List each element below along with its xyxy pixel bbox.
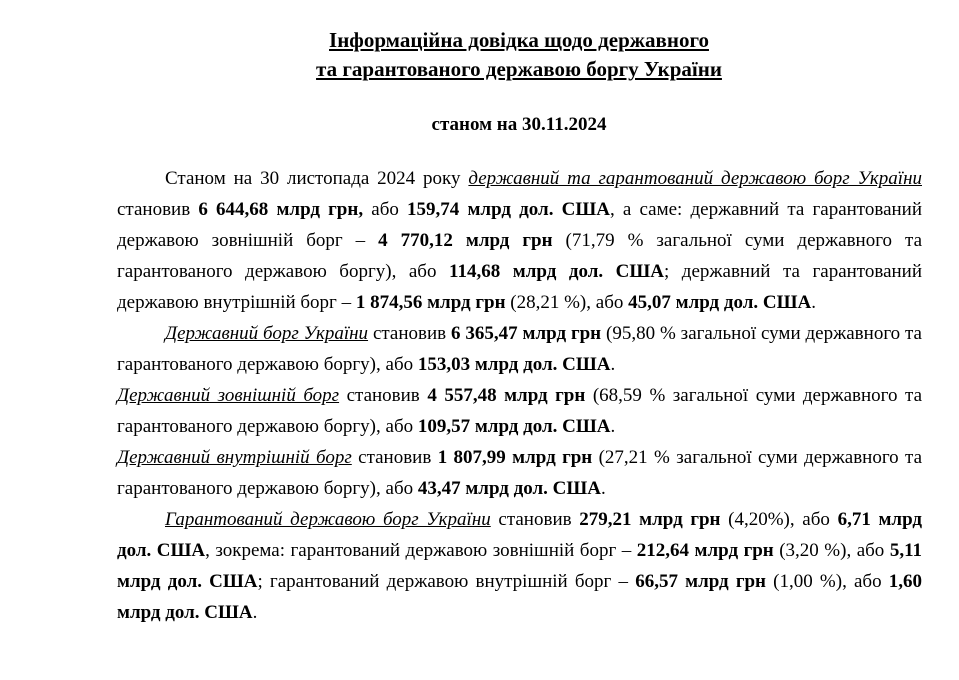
- amount: 4 557,48 млрд грн: [427, 385, 586, 406]
- text: становив: [351, 447, 438, 468]
- text: .: [811, 292, 816, 313]
- document-body: [117, 163, 922, 628]
- text: становив: [368, 323, 452, 344]
- text: .: [600, 478, 606, 499]
- amount: 109,57 млрд дол. США: [417, 416, 611, 437]
- term: Гарантований державою борг України: [165, 509, 491, 530]
- amount: 4 770,12 млрд грн: [378, 230, 553, 251]
- term: Державний борг України: [165, 323, 369, 344]
- term: Державний зовнішній борг: [117, 385, 340, 406]
- paragraph-total-debt: [117, 163, 922, 318]
- text: .: [610, 416, 616, 437]
- paragraph-external-debt: [117, 380, 922, 442]
- amount: 66,57 млрд грн: [635, 571, 766, 592]
- document-title: [0, 26, 959, 84]
- text: (71,79 % загальної суми державного та гарантованого державою боргу), або: [117, 230, 923, 282]
- text: становив: [490, 509, 580, 530]
- title-line-2: та гарантованого державою боргу України: [316, 57, 722, 81]
- term: Державний внутрішній борг: [117, 447, 352, 468]
- text: (28,21 %), або: [505, 292, 629, 313]
- text: , зокрема: гарантований державою зовнішній борг –: [205, 540, 637, 561]
- amount: 1 874,56 млрд грн: [355, 292, 506, 313]
- amount: 6 644,68 млрд грн,: [198, 199, 364, 220]
- text: .: [252, 602, 258, 623]
- amount: 6,71 млрд дол. США: [117, 509, 922, 561]
- text: ; гарантований державою внутрішній борг –: [257, 571, 636, 592]
- text: .: [610, 354, 616, 375]
- text: становив: [117, 199, 199, 220]
- text: (95,80 % загальної суми державного та гарантованого державою боргу), або: [117, 323, 922, 375]
- text: (3,20 %), або: [773, 540, 890, 561]
- report-date: станом на 30.11.2024: [431, 114, 607, 135]
- amount: 212,64 млрд грн: [636, 540, 774, 561]
- amount: 1,60 млрд дол. США: [117, 571, 923, 623]
- amount: 153,03 млрд дол. США: [417, 354, 611, 375]
- amount: 5,11 млрд дол. США: [117, 540, 923, 592]
- amount: 159,74 млрд дол. США: [407, 199, 610, 220]
- term: державний та гарантований державою борг України: [468, 168, 922, 189]
- paragraph-internal-debt: [117, 442, 922, 504]
- amount: 114,68 млрд дол. США: [449, 261, 664, 282]
- text: (68,59 % загальної суми державного та гарантованого державою боргу), або: [117, 385, 922, 437]
- amount: 43,47 млрд дол. США: [417, 478, 601, 499]
- text: ; державний та гарантований державою внутрішній борг –: [117, 261, 923, 313]
- text: Станом на 30 листопада 2024 року: [165, 168, 469, 189]
- text: або: [363, 199, 408, 220]
- text: становив: [339, 385, 428, 406]
- text: , а саме: державний та гарантований державою зовнішній борг –: [117, 199, 923, 251]
- paragraph-guaranteed-debt: [117, 504, 922, 628]
- amount: 45,07 млрд дол. США: [628, 292, 812, 313]
- title-line-1: Інформаційна довідка щодо державного: [329, 28, 709, 52]
- text: (1,00 %), або: [765, 571, 889, 592]
- amount: 6 365,47 млрд грн: [451, 323, 602, 344]
- amount: 1 807,99 млрд грн: [437, 447, 593, 468]
- text: (27,21 % загальної суми державного та гарантованого державою боргу), або: [117, 447, 922, 499]
- amount: 279,21 млрд грн: [579, 509, 721, 530]
- text: (4,20%), або: [720, 509, 838, 530]
- paragraph-state-debt: [117, 318, 922, 380]
